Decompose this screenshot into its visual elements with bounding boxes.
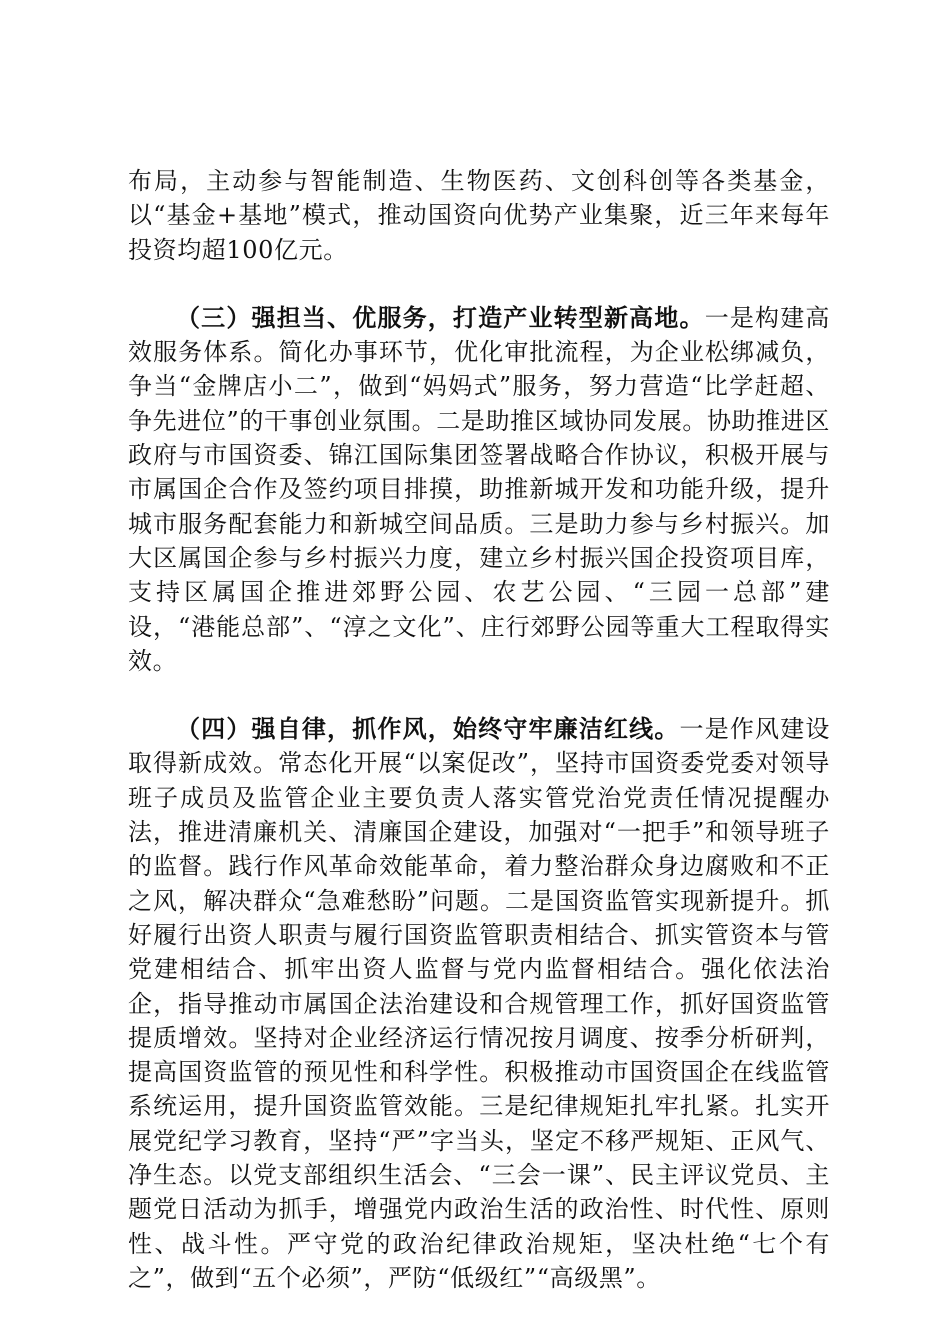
paragraph-section-3 — [128, 301, 830, 678]
paragraph-section-4 — [128, 712, 830, 1295]
section-heading-4: （四）强自律，抓作风，始终守牢廉洁红线。 — [176, 715, 680, 744]
section-heading-3: （三）强担当、优服务，打造产业转型新高地。 — [176, 303, 705, 332]
document-page — [128, 164, 830, 1329]
paragraph-text: 一是作风建设取得新成效。常态化开展“以案促改”，坚持市国资委党委对领导班子成员及监管企业主要负责人落实管党治党责任情况提醒办法，推进清廉机关、清廉国企建设，加强对“一把手”和领导班子的监督。践行作风革命效能革命，着力整治群众身边腐败和不正之风，解决群众“急难愁盼”问题。二是国资监管实现新提升。抓好履行出资人职责与履行国资监管职责相结合、抓实管资本与管党建相结合、抓牢出资人监督与党内监督相结合。强化依法治企，指导推动市属国企法治建设和合规管理工作，抓好国资监管提质增效。坚持对企业经济运行情况按月调度、按季分析研判，提高国资监管的预见性和科学性。积极推动市国资国企在线监管系统运用，提升国资监管效能。三是纪律规矩扎牢扎紧。扎实开展党纪学习教育，坚持“严”字当头，坚定不移严规矩、正风气、净生态。以党支部组织生活会、“三会一课”、民主评议党员、主题党日活动为抓手，增强党内政治生活的政治性、时代性、原则性、战斗性。严守党的政治纪律政治规矩，坚决杜绝“七个有之”，做到“五个必须”，严防“低级红”“高级黑”。 — [128, 715, 830, 1292]
paragraph-continuation — [128, 164, 830, 267]
paragraph-text: 布局，主动参与智能制造、生物医药、文创科创等各类基金，以“基金+基地”模式，推动国资向优势产业集聚，近三年来每年投资均超100亿元。 — [128, 167, 830, 264]
paragraph-text: 一是构建高效服务体系。简化办事环节，优化审批流程，为企业松绑减负，争当“金牌店小二”，做到“妈妈式”服务，努力营造“比学赶超、争先进位”的干事创业氛围。二是助推区域协同发展。协助推进区政府与市国资委、锦江国际集团签署战略合作协议，积极开展与市属国企合作及签约项目排摸，助推新城开发和功能升级，提升城市服务配套能力和新城空间品质。三是助力参与乡村振兴。加大区属国企参与乡村振兴力度，建立乡村振兴国企投资项目库，支持区属国企推进郊野公园、农艺公园、“三园一总部”建设，“港能总部”、“淳之文化”、庄行郊野公园等重大工程取得实效。 — [128, 303, 830, 675]
